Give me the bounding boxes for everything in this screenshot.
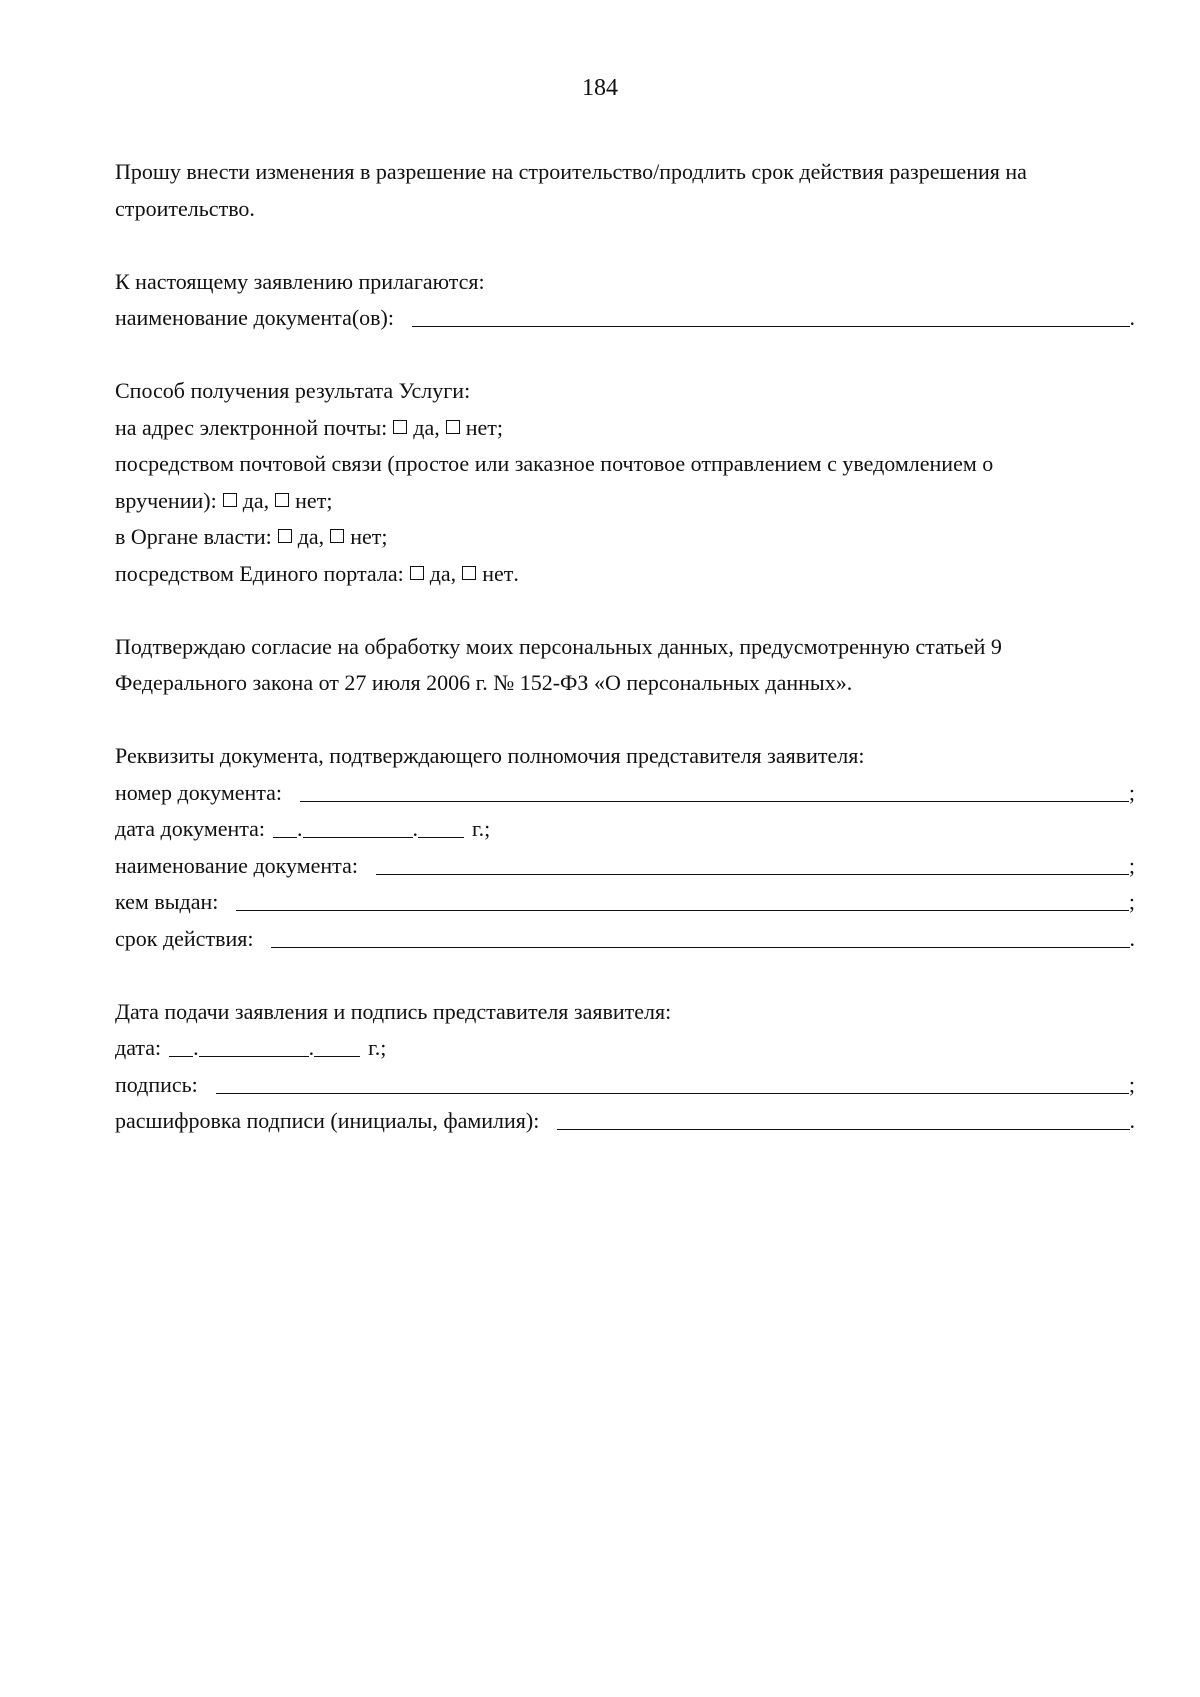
delivery-post-label-line1: посредством почтовой связи (простое или заказное почтовое отправлением с уведомлением о [115,451,994,476]
delivery-authority-row: в Органе власти: да, нет ; [115,519,1135,556]
rep-doc-number-label: номер документа: [115,779,283,805]
delivery-portal-row: посредством Единого портала: да, нет . [115,556,1135,593]
submission-date-day-field[interactable] [169,1032,193,1057]
submission-date-year-field[interactable] [314,1032,360,1057]
authority-no-checkbox[interactable] [330,529,344,543]
representative-doc-heading: Реквизиты документа, подтверждающего полномочия представителя заявителя: [115,743,865,768]
rep-doc-validity-row: срок действия: . [115,921,1135,958]
rep-doc-issued-field[interactable] [236,886,1129,911]
authority-yes-checkbox[interactable] [278,529,292,543]
attachments-doc-names-label: наименование документа(ов): [115,305,394,330]
rep-doc-number-field[interactable] [300,777,1129,802]
rep-doc-issued-row: кем выдан: ; [115,884,1135,921]
delivery-post-row: вручении): да, нет ; [115,483,1135,520]
submission-signature-row: подпись: ; [115,1067,1135,1104]
form-content [115,154,1135,1140]
consent-paragraph: Подтверждаю согласие на обработку моих персональных данных, предусмотренную статьей 9 Федерального закона от 27 июля 2006 г. № 152-ФЗ «О персональных данных». [115,633,1002,695]
rep-doc-date-month-field[interactable] [303,813,413,838]
rep-doc-name-field[interactable] [376,850,1129,875]
delivery-heading: Способ получения результата Услуги: [115,378,471,403]
email-no-checkbox[interactable] [446,420,460,434]
submission-date-row: дата: . . г.; [115,1030,1135,1067]
delivery-portal-label: посредством Единого портала: [115,560,404,586]
portal-no-checkbox[interactable] [462,566,476,580]
submission-date-label: дата: [115,1035,162,1060]
submission-heading: Дата подачи заявления и подпись представителя заявителя: [115,998,672,1024]
portal-yes-checkbox[interactable] [410,566,424,580]
submission-decode-field[interactable] [557,1105,1129,1130]
submission-signature-field[interactable] [216,1069,1129,1094]
rep-doc-date-label: дата документа: [115,816,266,841]
rep-doc-validity-label: срок действия: [115,925,254,951]
rep-doc-validity-field[interactable] [271,923,1129,948]
email-yes-checkbox[interactable] [393,420,407,434]
rep-doc-name-label: наименование документа: [115,852,358,878]
attachments-doc-names-row: наименование документа(ов): . [115,300,1135,337]
post-yes-checkbox[interactable] [223,493,237,507]
submission-signature-label: подпись: [115,1071,198,1097]
rep-doc-date-year-field[interactable] [418,813,464,838]
delivery-authority-label: в Органе власти: [115,524,272,549]
request-paragraph: Прошу внести изменения в разрешение на строительство/продлить срок действия разрешения на строительство. [115,159,1027,221]
delivery-email-row: на адрес электронной почты: да, нет ; [115,410,1135,447]
page-number: 184 [582,75,618,101]
delivery-email-label: на адрес электронной почты: [115,414,388,440]
post-no-checkbox[interactable] [275,493,289,507]
submission-decode-label: расшифровка подписи (инициалы, фамилия): [115,1108,540,1133]
rep-doc-issued-label: кем выдан: [115,889,219,914]
rep-doc-number-row: номер документа: ; [115,775,1135,812]
rep-doc-date-row: дата документа: . . г.; [115,811,1135,848]
attachments-heading: К настоящему заявлению прилагаются: [115,268,485,294]
attachments-doc-names-field[interactable] [412,302,1130,327]
submission-decode-row: расшифровка подписи (инициалы, фамилия): . [115,1103,1135,1140]
submission-date-month-field[interactable] [199,1032,309,1057]
rep-doc-date-day-field[interactable] [273,813,297,838]
delivery-post-label: вручении): [115,487,217,513]
rep-doc-name-row: наименование документа: ; [115,848,1135,885]
